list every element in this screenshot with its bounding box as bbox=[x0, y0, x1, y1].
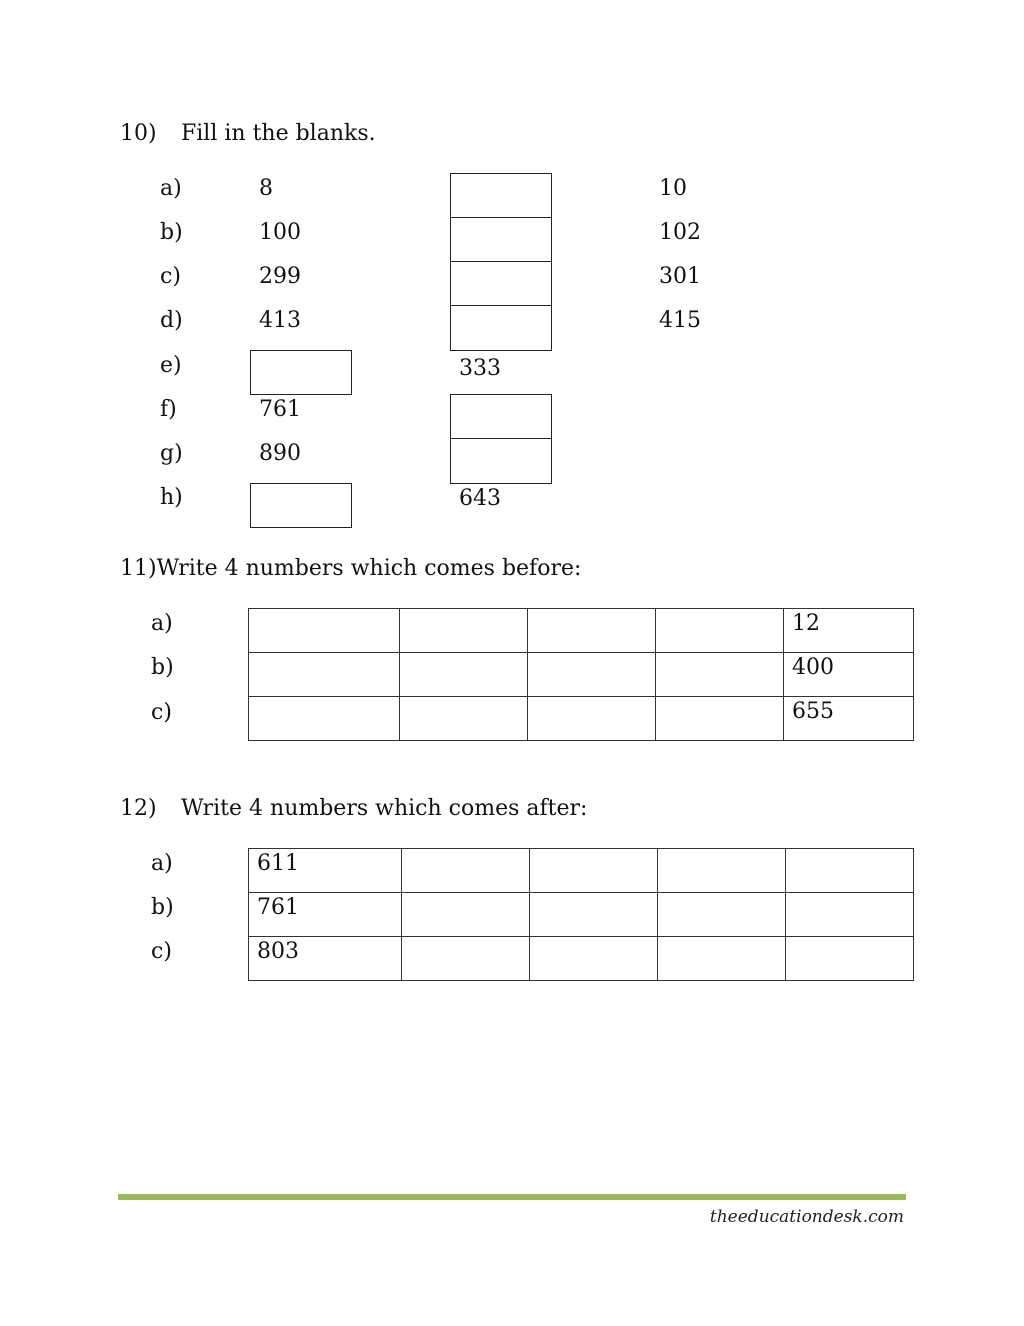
table-cell[interactable] bbox=[656, 653, 784, 697]
footer-site: theeducationdesk.com bbox=[709, 1207, 904, 1227]
table-cell[interactable] bbox=[530, 937, 658, 981]
q10-row-g-label: g) bbox=[160, 441, 183, 466]
q10-row-d-middle-blank[interactable] bbox=[450, 305, 552, 351]
table-cell[interactable] bbox=[249, 697, 400, 741]
table-cell[interactable] bbox=[400, 697, 528, 741]
table-cell: 400 bbox=[784, 653, 914, 697]
table-cell: 803 bbox=[249, 937, 402, 981]
table-row bbox=[249, 697, 914, 741]
table-cell[interactable] bbox=[656, 697, 784, 741]
q10-row-c-first: 299 bbox=[259, 264, 301, 289]
table-cell[interactable] bbox=[658, 849, 786, 893]
q10-row-a-last: 10 bbox=[659, 176, 687, 201]
q10-row-a-middle-blank[interactable] bbox=[450, 173, 552, 218]
footer-divider bbox=[118, 1194, 906, 1200]
q10-row-b-label: b) bbox=[160, 220, 183, 245]
q10-row-h-middle: 643 bbox=[459, 486, 501, 511]
q12-title: Write 4 numbers which comes after: bbox=[181, 796, 588, 821]
q12-row-a-label: a) bbox=[151, 851, 173, 876]
table-cell: 655 bbox=[784, 697, 914, 741]
q10-number: 10) bbox=[120, 121, 157, 146]
q10-row-b-last: 102 bbox=[659, 220, 701, 245]
q10-row-d-first: 413 bbox=[259, 308, 301, 333]
q10-row-f-middle-blank[interactable] bbox=[450, 394, 552, 439]
table-cell[interactable] bbox=[400, 653, 528, 697]
q10-row-c-label: c) bbox=[160, 264, 181, 289]
q12-number: 12) bbox=[120, 796, 157, 821]
table-cell[interactable] bbox=[530, 849, 658, 893]
q11-row-a-label: a) bbox=[151, 611, 173, 636]
table-row bbox=[249, 609, 914, 653]
table-cell[interactable] bbox=[786, 849, 914, 893]
q10-row-g-first: 890 bbox=[259, 441, 301, 466]
q11-title: 11)Write 4 numbers which comes before: bbox=[120, 556, 582, 581]
q10-row-b-middle-blank[interactable] bbox=[450, 217, 552, 262]
table-cell: 761 bbox=[249, 893, 402, 937]
table-cell[interactable] bbox=[249, 609, 400, 653]
table-cell[interactable] bbox=[786, 893, 914, 937]
table-cell[interactable] bbox=[402, 849, 530, 893]
q10-row-c-last: 301 bbox=[659, 264, 701, 289]
q11-table bbox=[248, 608, 914, 741]
q12-row-b-label: b) bbox=[151, 895, 174, 920]
table-cell[interactable] bbox=[249, 653, 400, 697]
q10-title: Fill in the blanks. bbox=[181, 121, 376, 146]
q11-row-c-label: c) bbox=[151, 700, 172, 725]
q10-row-d-label: d) bbox=[160, 308, 183, 333]
table-row bbox=[249, 653, 914, 697]
table-cell[interactable] bbox=[402, 937, 530, 981]
table-cell[interactable] bbox=[528, 697, 656, 741]
q10-row-d-last: 415 bbox=[659, 308, 701, 333]
q11-row-b-label: b) bbox=[151, 655, 174, 680]
table-row bbox=[249, 849, 914, 893]
q12-table bbox=[248, 848, 914, 981]
table-row bbox=[249, 937, 914, 981]
table-cell[interactable] bbox=[786, 937, 914, 981]
q10-row-g-middle-blank[interactable] bbox=[450, 438, 552, 484]
q10-row-h-label: h) bbox=[160, 485, 183, 510]
table-cell[interactable] bbox=[658, 893, 786, 937]
table-cell: 12 bbox=[784, 609, 914, 653]
table-row bbox=[249, 893, 914, 937]
q10-row-e-first-blank[interactable] bbox=[250, 350, 352, 395]
q10-row-f-label: f) bbox=[160, 397, 177, 422]
table-cell[interactable] bbox=[400, 609, 528, 653]
table-cell[interactable] bbox=[528, 653, 656, 697]
table-cell[interactable] bbox=[656, 609, 784, 653]
q10-row-c-middle-blank[interactable] bbox=[450, 261, 552, 306]
q10-row-a-first: 8 bbox=[259, 176, 273, 201]
table-cell[interactable] bbox=[528, 609, 656, 653]
q10-row-a-label: a) bbox=[160, 176, 182, 201]
table-cell[interactable] bbox=[530, 893, 658, 937]
q10-row-f-first: 761 bbox=[259, 397, 301, 422]
q10-row-e-middle: 333 bbox=[459, 356, 501, 381]
table-cell: 611 bbox=[249, 849, 402, 893]
table-cell[interactable] bbox=[402, 893, 530, 937]
q12-row-c-label: c) bbox=[151, 939, 172, 964]
table-cell[interactable] bbox=[658, 937, 786, 981]
q10-row-b-first: 100 bbox=[259, 220, 301, 245]
q10-row-e-label: e) bbox=[160, 353, 182, 378]
q10-row-h-first-blank[interactable] bbox=[250, 483, 352, 528]
